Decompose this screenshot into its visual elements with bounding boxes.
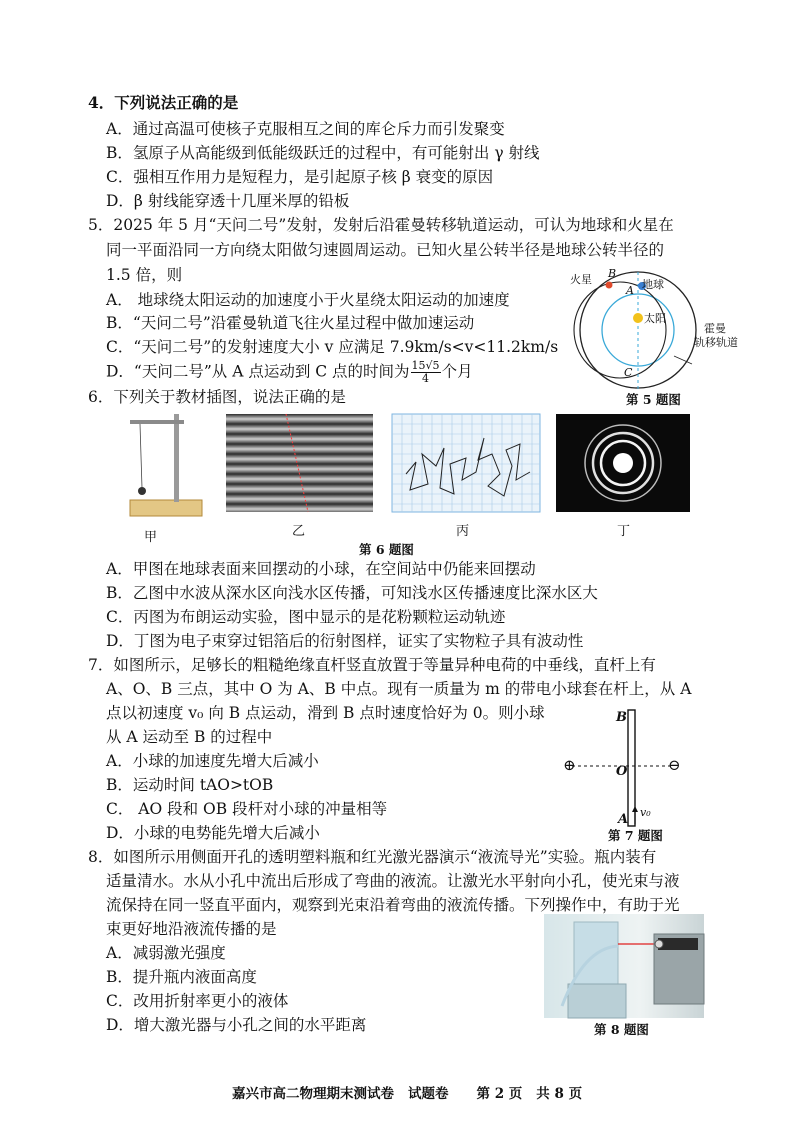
q6-option-b: B．乙图中水波从深水区向浅水区传播，可知浅水区传播速度比深水区大 [106, 584, 598, 602]
label-point-o: O [616, 764, 628, 779]
water-wave-figure [226, 414, 373, 512]
label-a: A [626, 284, 634, 297]
label-c: C [624, 366, 633, 379]
q5-stem-line-2: 同一平面沿同一方向绕太阳做匀速圆周运动。已知火星公转半径是地球公转半径的 [106, 241, 665, 259]
q8-stem-line-1: 8．如图所示用侧面开孔的透明塑料瓶和红光激光器演示“液流导光”实验。瓶内装有 [88, 848, 657, 866]
fraction-denominator: 4 [422, 372, 430, 385]
q6-option-d: D．丁图为电子束穿过铝箔后的衍射图样，证实了实物粒子具有波动性 [106, 632, 584, 650]
page-footer [232, 1082, 596, 1102]
panel-label-ding: 丁 [617, 524, 631, 539]
light-guide-photo [544, 914, 704, 1018]
panel-label-yi: 乙 [292, 524, 306, 539]
fraction [411, 360, 441, 385]
q4-stem: 4．下列说法正确的是 [88, 93, 239, 112]
q5-option-d-suffix: 个月 [441, 362, 473, 381]
pendulum-string [140, 424, 142, 488]
q4-option-c: C．强相互作用力是短程力，是引起原子核 β 衰变的原因 [106, 168, 494, 186]
q5-stem-line-1: 5．2025 年 5 月“天问二号”发射，发射后沿霍曼转移轨道运动，可认为地球和火星在 [88, 216, 674, 234]
label-v0: v₀ [640, 806, 651, 819]
q7-stem-line-1: 7．如图所示，足够长的粗糙绝缘直杆竖直放置于等量异种电荷的中垂线，直杆上有 [88, 656, 656, 674]
panel-label-bing: 丙 [456, 524, 470, 539]
q4-option-a: A．通过高温可使核子克服相互之间的库仑斥力而引发聚变 [106, 120, 505, 138]
figure-7-caption: 第 7 题图 [608, 828, 663, 843]
label-earth: 地球 [642, 278, 664, 291]
q8-option-c: C．改用折射率更小的液体 [106, 992, 289, 1010]
figure-8-caption: 第 8 题图 [594, 1022, 649, 1037]
brownian-figure [392, 414, 540, 512]
q7-stem-line-3: 点以初速度 v₀ 向 B 点运动，滑到 B 点时速度恰好为 0。则小球 [106, 704, 545, 722]
bottle-holder [568, 984, 626, 1018]
panel-label-jia: 甲 [144, 530, 158, 545]
q8-stem-line-2: 适量清水。水从小孔中流出后形成了弯曲的液流。让激光水平射向小孔，使光束与液 [106, 872, 680, 890]
q8-option-b: B．提升瓶内液面高度 [106, 968, 257, 986]
sun-marker [633, 313, 643, 323]
stand-arm [130, 420, 184, 424]
footer-title: 嘉兴市高二物理期末测试卷 [232, 1086, 394, 1102]
q5-stem-line-3: 1.5 倍，则 [106, 266, 183, 284]
negative-charge-icon: ⊖ [668, 756, 681, 774]
q5-option-d-prefix: D．“天问二号”从 A 点运动到 C 点的时间为 [106, 362, 410, 381]
positive-charge-icon: ⊕ [563, 756, 576, 774]
q7-option-c: C． AO 段和 OB 段杆对小球的冲量相等 [106, 800, 388, 818]
q7-option-a: A．小球的加速度先增大后减小 [106, 752, 319, 770]
wave-pattern [226, 414, 373, 512]
q6-stem: 6．下列关于教材插图，说法正确的是 [88, 388, 346, 406]
label-point-b: B [616, 710, 627, 725]
q7-option-b: B．运动时间 tAO>tOB [106, 776, 274, 794]
laser-lens [655, 940, 663, 948]
diffraction-figure [556, 414, 690, 512]
footer-total: 共 8 页 [536, 1086, 583, 1102]
label-orbit-2: 轨移轨道 [694, 336, 738, 349]
pendulum-bob [138, 487, 146, 495]
hohmann-orbit [574, 282, 666, 378]
q7-option-d: D．小球的电势能先增大后减小 [106, 824, 320, 842]
q5-option-a: A． 地球绕太阳运动的加速度小于火星绕太阳运动的加速度 [106, 291, 510, 309]
footer-kind: 试题卷 [408, 1086, 449, 1102]
label-point-a: A [618, 812, 629, 827]
q8-stem-line-3: 流保持在同一竖直平面内，观察到光束沿着弯曲的液流传播。下列操作中，有助于光 [106, 896, 680, 914]
q8-option-d: D．增大激光器与小孔之间的水平距离 [106, 1016, 367, 1034]
footer-page: 第 2 页 [476, 1086, 523, 1102]
fraction-numerator: 15√5 [411, 359, 440, 372]
label-b: B [608, 267, 617, 280]
q7-stem-line-4: 从 A 运动至 B 的过程中 [106, 728, 273, 746]
q5-option-c: C．“天问二号”的发射速度大小 v 应满足 7.9km/s<v<11.2km/s [106, 338, 559, 356]
label-mars: 火星 [570, 273, 592, 286]
label-sun: 太阳 [644, 312, 666, 325]
diffraction-center [613, 453, 633, 473]
figure-5-caption: 第 5 题图 [626, 392, 681, 407]
q8-stem-line-4: 束更好地沿液流传播的是 [106, 920, 277, 938]
pendulum-figure [112, 408, 212, 526]
label-orbit-1: 霍曼 [704, 322, 726, 335]
q7-stem-line-2: A、O、B 三点，其中 O 为 A、B 中点。现有一质量为 m 的带电小球套在杆上，从 A [106, 680, 692, 698]
q5-option-b: B．“天问二号”沿霍曼轨道飞往火星过程中做加速运动 [106, 314, 475, 332]
mars-marker [606, 282, 613, 289]
q5-option-d [106, 360, 473, 385]
q4-option-b: B．氢原子从高能级到低能级跃迁的过程中，有可能射出 γ 射线 [106, 144, 540, 162]
stand-pole [174, 414, 179, 502]
q6-option-c: C．丙图为布朗运动实验，图中显示的是花粉颗粒运动轨迹 [106, 608, 506, 626]
figure-6-caption: 第 6 题图 [359, 542, 414, 557]
stand-base [130, 500, 202, 516]
q8-option-a: A．减弱激光强度 [106, 944, 226, 962]
laser-pointer [658, 938, 698, 950]
q4-option-d: D．β 射线能穿透十几厘米厚的铅板 [106, 192, 350, 210]
q6-option-a: A．甲图在地球表面来回摆动的小球，在空间站中仍能来回摆动 [106, 560, 536, 578]
